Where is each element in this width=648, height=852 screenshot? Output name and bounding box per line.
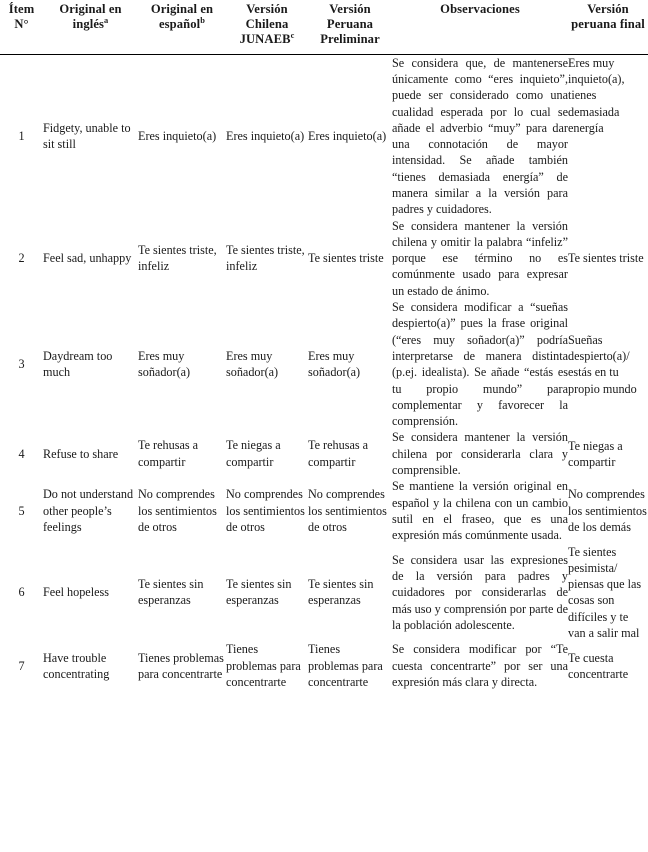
cell-peruvian-preliminary: Te sientes sin esperanzas xyxy=(308,577,374,608)
cell-original-english: Fidgety, unable to sit still xyxy=(43,120,131,152)
cell-chilean-version: Te sientes sin esperanzas xyxy=(226,577,292,608)
cell-original-english: Do not understand other people’s feelings xyxy=(43,487,134,535)
column-header-peruvian-preliminary-line2: Peruana xyxy=(326,17,374,32)
column-header-chilean-version xyxy=(226,0,308,54)
cell-original-spanish: Eres inquieto(a) xyxy=(138,128,217,143)
column-header-item-number-line2: N° xyxy=(14,17,29,32)
column-header-item-number-line1: Ítem xyxy=(8,2,35,16)
cell-item-number: 7 xyxy=(18,658,25,673)
cell-chilean-version: Te niegas a compartir xyxy=(226,438,281,469)
cell-observations: Se considera mantener la versión chilena y omitir la palabra “infeliz” porque ese término no es comúnmente usado para expresar un estado de ánimo. xyxy=(392,218,568,298)
footnote-marker-b: b xyxy=(200,16,206,26)
table-row xyxy=(0,544,648,642)
cell-peruvian-final: Te cuesta concentrarte xyxy=(568,650,629,681)
cell-peruvian-final: Te niegas a compartir xyxy=(568,438,623,469)
cell-peruvian-preliminary: No comprendes los sentimientos de otros xyxy=(308,487,387,535)
table-row xyxy=(0,299,648,429)
cell-item-number: 5 xyxy=(18,503,25,518)
cell-original-spanish: Te sientes sin esperanzas xyxy=(138,577,204,608)
cell-peruvian-final: No comprendes los sentimientos de los demás xyxy=(568,487,647,535)
cell-peruvian-preliminary: Eres inquieto(a) xyxy=(308,128,387,143)
cell-original-english: Daydream too much xyxy=(43,348,113,380)
cell-chilean-version: Te sientes triste, infeliz xyxy=(226,242,305,274)
column-header-original-english xyxy=(43,0,138,54)
column-header-chilean-version-line1: Versión xyxy=(246,2,288,16)
cell-peruvian-preliminary: Te sientes triste xyxy=(308,251,384,266)
cell-original-spanish: Te rehusas a compartir xyxy=(138,438,199,469)
cell-original-english: Feel hopeless xyxy=(43,585,110,600)
cell-peruvian-final: Te sientes triste xyxy=(568,251,644,266)
cell-chilean-version: No comprendes los sentimientos de otros xyxy=(226,487,305,535)
column-header-chilean-version-line3: JUNAEB xyxy=(239,32,291,47)
cell-original-english: Have trouble concentrating xyxy=(43,650,110,681)
cell-original-english: Refuse to share xyxy=(43,446,119,461)
cell-original-english: Feel sad, unhappy xyxy=(43,251,132,266)
cell-item-number: 1 xyxy=(18,128,25,143)
column-header-original-english-line2: inglés xyxy=(72,17,105,32)
cell-original-spanish: Tienes problemas para concentrarte xyxy=(138,650,224,681)
column-header-observations xyxy=(392,0,568,54)
cell-observations: Se considera mantener la versión chilena por considerarla clara y comprensible. xyxy=(392,430,568,478)
column-header-peruvian-final xyxy=(568,0,648,54)
table-row xyxy=(0,429,648,478)
cell-observations: Se considera usar las expresiones de la versión para padres y cuidadores por considerarlas de más uso y comprensión por parte de la población adolescente. xyxy=(392,552,568,632)
cell-item-number: 6 xyxy=(18,585,25,600)
column-header-original-english-line1: Original en xyxy=(59,2,122,16)
table-body xyxy=(0,54,648,690)
cell-peruvian-final: Te sientes pesimista/ piensas que las cosas son difíciles y te van a salir mal xyxy=(568,544,642,640)
table-row xyxy=(0,478,648,543)
cell-peruvian-final: Sueñas despierto(a)/ estás en tu propio mundo xyxy=(568,332,637,396)
column-header-chilean-version-line2: Chilena xyxy=(245,17,289,32)
column-header-peruvian-preliminary-line3: Preliminar xyxy=(320,32,380,47)
column-header-peruvian-preliminary-line1: Versión xyxy=(329,2,371,16)
cell-observations: Se considera modificar a “sueñas despierto(a)” pues la frase original (“eres muy soñador(a)” podría interpretarse de manera distinta (p.ej. idealista). Se añade “estás es tu propio mundo” para complementar y favorecer la comprensión. xyxy=(392,300,568,429)
cell-peruvian-preliminary: Tienes problemas para concentrarte xyxy=(308,642,383,690)
cell-observations: Se considera que, de mantenerse únicamente como “eres inquieto”, puede ser considerado como una cualidad esperada por lo cual se añade el adverbio “muy” para dar una connotación de mayor intensidad. Se añade también “tienes demasiada energía” de manera similar a la versión para padres y cuidadores. xyxy=(392,55,568,217)
cell-peruvian-preliminary: Eres muy soñador(a) xyxy=(308,348,361,380)
cell-original-spanish: Eres muy soñador(a) xyxy=(138,348,191,380)
cell-item-number: 4 xyxy=(18,446,25,461)
footnote-marker-a: a xyxy=(104,16,109,26)
cell-peruvian-final: Eres muy inquieto(a), tienes demasiada energía xyxy=(568,55,625,135)
cell-chilean-version: Eres muy soñador(a) xyxy=(226,348,279,380)
cell-original-spanish: Te sientes triste, infeliz xyxy=(138,242,217,274)
column-header-item-number xyxy=(0,0,43,54)
cell-original-spanish: No comprendes los sentimientos de otros xyxy=(138,487,217,535)
table-row xyxy=(0,218,648,299)
table-header-row xyxy=(0,0,648,54)
cell-chilean-version: Eres inquieto(a) xyxy=(226,128,305,143)
table-header xyxy=(0,0,648,54)
column-header-original-spanish-line1: Original en xyxy=(150,2,214,16)
cell-peruvian-preliminary: Te rehusas a compartir xyxy=(308,438,369,469)
table-row xyxy=(0,54,648,217)
column-header-peruvian-preliminary xyxy=(308,0,392,54)
column-header-peruvian-final-line2: peruana final xyxy=(571,17,645,32)
column-header-original-spanish-line2: español xyxy=(158,17,201,32)
table-row xyxy=(0,641,648,690)
cell-chilean-version: Tienes problemas para concentrarte xyxy=(226,642,301,690)
column-header-peruvian-final-line1: Versión xyxy=(587,2,629,16)
cell-item-number: 3 xyxy=(18,357,25,372)
cell-observations: Se mantiene la versión original en español y la chilena con un cambio sutil en el fraseo, que es una expresión más comúnmente usada. xyxy=(392,479,568,543)
footnote-marker-c: c xyxy=(290,31,295,41)
column-header-observations-line1: Observaciones xyxy=(440,2,520,16)
cell-observations: Se considera modificar por “Te cuesta concentrarte” por ser una expresión más clara y directa. xyxy=(392,642,568,690)
column-header-original-spanish xyxy=(138,0,226,54)
cell-item-number: 2 xyxy=(18,251,25,266)
